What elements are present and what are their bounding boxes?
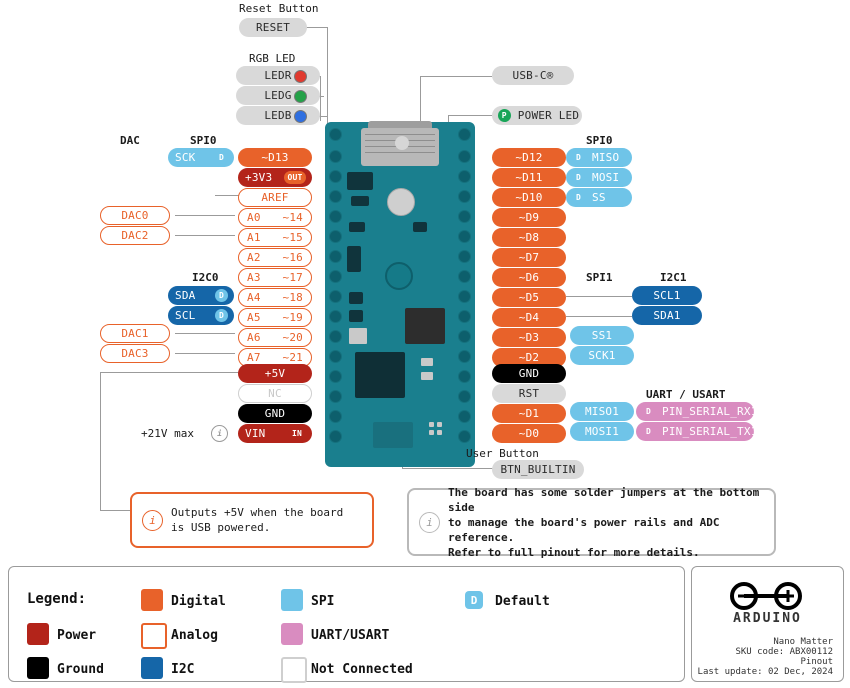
pin-ss-label: SS <box>592 191 606 204</box>
pin-btn-builtin-label: BTN_BUILTIN <box>500 463 576 476</box>
note-solder-line1: The board has some solder jumpers at the bottom side <box>448 485 760 514</box>
board-graphic <box>325 122 475 467</box>
legend-swatch-uart <box>281 623 303 645</box>
legend-label-spi: SPI <box>311 594 335 609</box>
group-uart-usart: UART / USART <box>646 388 726 401</box>
pin-d11 <box>492 168 566 187</box>
pin-nc <box>238 384 312 403</box>
pin-3v3 <box>238 168 312 187</box>
pin-d9-label: ~D9 <box>518 211 540 224</box>
legend-swatch-power <box>27 623 49 645</box>
default-badge-icon: D <box>572 151 585 164</box>
pin-mosi1-label: MOSI1 <box>584 425 620 438</box>
pin-serial-tx1-label: PIN_SERIAL_TX1 <box>662 425 758 438</box>
legend-label-default: Default <box>495 594 550 609</box>
line <box>175 235 235 236</box>
pin-a6 <box>238 328 312 347</box>
line <box>566 316 632 317</box>
pin-dac3 <box>100 344 170 363</box>
pin-scl1 <box>632 286 702 305</box>
pin-dac1-label: DAC1 <box>121 327 149 340</box>
pin-scl1-label: SCL1 <box>653 289 681 302</box>
group-spi0-left: SPI0 <box>190 134 217 147</box>
pin-usb-c-label: USB-C® <box>512 69 554 82</box>
pin-sda1-label: SDA1 <box>653 309 681 322</box>
pin-d1-label: ~D1 <box>518 407 540 420</box>
pin-aref-label: AREF <box>261 191 289 204</box>
pin-d12 <box>492 148 566 167</box>
pin-a5-label: A5 <box>247 311 261 324</box>
pin-a4-alt: ~18 <box>282 291 303 304</box>
pin-5v-label: +5V <box>264 367 286 380</box>
pin-mosi <box>566 168 632 187</box>
pin-rst <box>492 384 566 403</box>
line <box>420 76 492 77</box>
pin-d11-label: ~D11 <box>515 171 543 184</box>
pin-a3 <box>238 268 312 287</box>
pin-a4 <box>238 288 312 307</box>
pin-sck1-label: SCK1 <box>588 349 616 362</box>
pin-ledb-label: LEDB <box>264 109 292 122</box>
line <box>100 372 240 373</box>
pin-d7-label: ~D7 <box>518 251 540 264</box>
pin-gnd-right <box>492 364 566 383</box>
group-i2c1: I2C1 <box>660 271 687 284</box>
label-reset-button: Reset Button <box>239 2 319 15</box>
pin-ledb <box>236 106 320 125</box>
pin-5v <box>238 364 312 383</box>
pin-a6-label: A6 <box>247 331 261 344</box>
pin-ledr <box>236 66 320 85</box>
pin-a1-alt: ~15 <box>282 231 303 244</box>
pin-miso-label: MISO <box>592 151 620 164</box>
pin-d12-label: ~D12 <box>515 151 543 164</box>
pin-btn-builtin <box>492 460 584 479</box>
pin-sck1 <box>570 346 634 365</box>
legend-swatch-ground <box>27 657 49 679</box>
pin-dac2-label: DAC2 <box>121 229 149 242</box>
pin-a0-label: A0 <box>247 211 261 224</box>
pin-d4 <box>492 308 566 327</box>
brand-board: Nano Matter <box>773 637 833 647</box>
pin-reset <box>239 18 307 37</box>
line <box>100 510 130 511</box>
pin-miso1 <box>570 402 634 421</box>
brand-doc: Pinout <box>800 657 833 667</box>
group-dac: DAC <box>120 134 140 147</box>
line <box>566 296 632 297</box>
led-blue-icon <box>294 110 307 123</box>
pin-ss1-label: SS1 <box>591 329 613 342</box>
pin-d13-label: ~D13 <box>261 151 289 164</box>
pin-a3-alt: ~17 <box>282 271 303 284</box>
note-solder-line3: Refer to full pinout for more details. <box>448 545 700 559</box>
arduino-infinity-logo-icon <box>726 581 810 611</box>
pin-power-led-label: POWER LED <box>517 109 580 122</box>
pin-vin <box>238 424 312 443</box>
legend-swatch-default: D <box>465 591 483 609</box>
default-badge-icon: D <box>642 405 655 418</box>
legend-label-nc: Not Connected <box>311 662 413 677</box>
pin-d4-label: ~D4 <box>518 311 540 324</box>
pin-power-led <box>492 106 582 125</box>
legend-title: Legend: <box>27 591 87 607</box>
note-5v-usb <box>130 492 374 548</box>
pin-usb-c <box>492 66 574 85</box>
pin-a5-alt: ~19 <box>282 311 303 324</box>
pin-a0-alt: ~14 <box>282 211 303 224</box>
pin-ss1 <box>570 326 634 345</box>
legend-swatch-analog <box>141 623 167 649</box>
legend-swatch-nc <box>281 657 307 683</box>
pin-d0-label: ~D0 <box>518 427 540 440</box>
pin-d5 <box>492 288 566 307</box>
pin-a3-label: A3 <box>247 271 261 284</box>
pin-sck-label: SCK <box>175 151 196 164</box>
pin-serial-tx1 <box>636 422 758 441</box>
pin-d10-label: ~D10 <box>515 191 543 204</box>
in-badge-icon: IN <box>288 427 306 440</box>
info-icon: i <box>419 512 440 533</box>
pin-mosi1 <box>570 422 634 441</box>
pin-d13 <box>238 148 312 167</box>
pin-gnd-left <box>238 404 312 423</box>
pin-nc-label: NC <box>268 387 282 400</box>
pin-sda1 <box>632 306 702 325</box>
group-i2c0: I2C0 <box>192 271 219 284</box>
pin-d8-label: ~D8 <box>518 231 540 244</box>
pin-a1-label: A1 <box>247 231 261 244</box>
legend-panel <box>8 566 685 682</box>
brand-panel <box>691 566 844 682</box>
pin-aref <box>238 188 312 207</box>
pin-dac0 <box>100 206 170 225</box>
note-solder-jumpers <box>407 485 776 559</box>
pin-a6-alt: ~20 <box>282 331 303 344</box>
pin-a2-alt: ~16 <box>282 251 303 264</box>
pin-d9 <box>492 208 566 227</box>
brand-name: ARDUINO <box>733 611 802 626</box>
pin-a5 <box>238 308 312 327</box>
default-badge-icon: D <box>642 425 655 438</box>
note-solder-line2: to manage the board's power rails and ADC reference. <box>448 515 720 544</box>
legend-label-digital: Digital <box>171 594 226 609</box>
pin-dac1 <box>100 324 170 343</box>
legend-label-analog: Analog <box>171 628 218 643</box>
pin-d3 <box>492 328 566 347</box>
line <box>100 372 101 510</box>
pin-d3-label: ~D3 <box>518 331 540 344</box>
line <box>215 195 240 196</box>
pin-a7-label: A7 <box>247 351 261 364</box>
legend-label-i2c: I2C <box>171 662 195 677</box>
pin-d6 <box>492 268 566 287</box>
pin-dac2 <box>100 226 170 245</box>
legend-swatch-spi <box>281 589 303 611</box>
line <box>175 353 235 354</box>
pin-sda <box>168 286 234 305</box>
pin-rst-label: RST <box>518 387 540 400</box>
pin-ss <box>566 188 632 207</box>
pin-vin-label: VIN <box>245 427 266 440</box>
default-badge-icon: D <box>215 309 228 322</box>
group-spi0-right: SPI0 <box>586 134 613 147</box>
brand-updated: Last update: 02 Dec, 2024 <box>697 667 833 677</box>
pin-d5-label: ~D5 <box>518 291 540 304</box>
legend-swatch-digital <box>141 589 163 611</box>
pin-miso1-label: MISO1 <box>584 405 620 418</box>
pin-gnd-left-label: GND <box>264 407 286 420</box>
pin-a2 <box>238 248 312 267</box>
label-rgb-led: RGB LED <box>249 52 296 65</box>
pin-dac0-label: DAC0 <box>121 209 149 222</box>
line <box>320 76 321 121</box>
default-badge-icon: D <box>215 289 228 302</box>
pin-d0 <box>492 424 566 443</box>
line <box>327 27 328 127</box>
label-vin-max: +21V max <box>141 427 194 440</box>
pin-ledr-label: LEDR <box>264 69 292 82</box>
pin-serial-rx1 <box>636 402 758 421</box>
brand-sku: SKU code: ABX00112 <box>735 647 833 657</box>
pin-scl-label: SCL <box>175 309 196 322</box>
pin-gnd-right-label: GND <box>518 367 540 380</box>
pin-ledg <box>236 86 320 105</box>
legend-label-ground: Ground <box>57 662 104 677</box>
led-green-icon <box>294 90 307 103</box>
default-badge-icon: D <box>572 171 585 184</box>
pin-serial-rx1-label: PIN_SERIAL_RX1 <box>662 405 758 418</box>
pin-mosi-label: MOSI <box>592 171 620 184</box>
pin-d8 <box>492 228 566 247</box>
line <box>420 76 421 126</box>
pin-sda-label: SDA <box>175 289 196 302</box>
line <box>175 215 235 216</box>
legend-label-power: Power <box>57 628 97 643</box>
line <box>448 115 492 116</box>
info-icon: i <box>142 510 163 531</box>
pin-miso <box>566 148 632 167</box>
pin-d7 <box>492 248 566 267</box>
note-5v-usb-text: Outputs +5V when the board is USB powered. <box>171 506 344 534</box>
pin-scl <box>168 306 234 325</box>
label-user-button: User Button <box>466 447 539 460</box>
line <box>402 468 497 469</box>
led-red-icon <box>294 70 307 83</box>
pin-sck <box>168 148 234 167</box>
power-badge-icon: P <box>498 109 511 122</box>
pin-d6-label: ~D6 <box>518 271 540 284</box>
default-badge-icon: D <box>215 151 228 164</box>
info-icon: i <box>211 425 228 442</box>
pin-d10 <box>492 188 566 207</box>
line <box>175 333 235 334</box>
default-badge-icon: D <box>572 191 585 204</box>
out-badge-icon: OUT <box>284 171 306 184</box>
pin-a2-label: A2 <box>247 251 261 264</box>
pin-d1 <box>492 404 566 423</box>
legend-label-uart: UART/USART <box>311 628 390 643</box>
group-spi1: SPI1 <box>586 271 613 284</box>
pin-dac3-label: DAC3 <box>121 347 149 360</box>
pin-a1 <box>238 228 312 247</box>
pin-d2-label: ~D2 <box>518 351 540 364</box>
pin-a7-alt: ~21 <box>282 351 303 364</box>
pin-3v3-label: +3V3 <box>245 171 273 184</box>
pin-ledg-label: LEDG <box>264 89 292 102</box>
pin-reset-label: RESET <box>255 21 291 34</box>
pin-a4-label: A4 <box>247 291 261 304</box>
pin-a0 <box>238 208 312 227</box>
legend-swatch-i2c <box>141 657 163 679</box>
